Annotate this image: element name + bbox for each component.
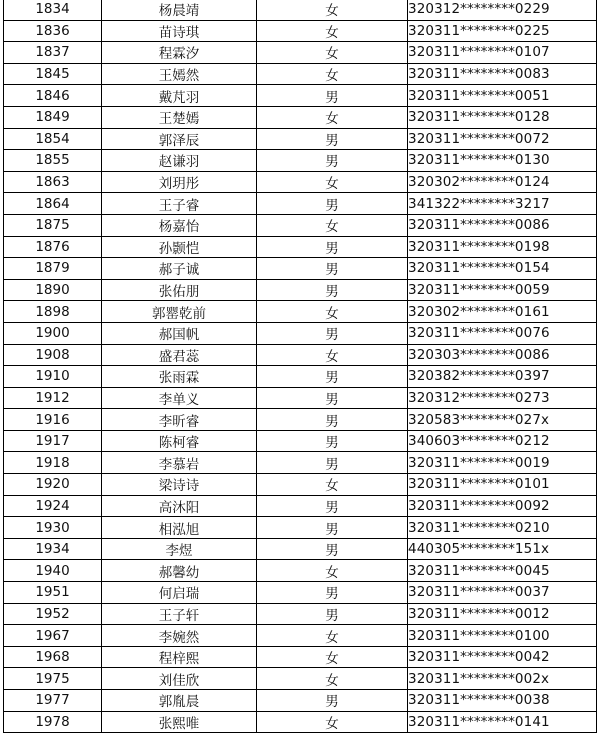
student-name-cell: 相泓旭	[102, 517, 257, 539]
student-name-cell: 王嫣然	[102, 63, 257, 85]
gender-cell: 男	[257, 495, 408, 517]
gender-cell: 女	[257, 560, 408, 582]
student-number-cell: 1837	[4, 42, 102, 64]
id-number-cell: 320302********0161	[408, 301, 597, 323]
id-number-cell: 320311********0092	[408, 495, 597, 517]
gender-cell: 女	[257, 42, 408, 64]
student-number-cell: 1910	[4, 366, 102, 388]
table-row	[4, 603, 597, 625]
student-number-cell: 1855	[4, 150, 102, 172]
id-number-cell: 320311********0198	[408, 236, 597, 258]
student-name-cell: 戴芃羽	[102, 85, 257, 107]
student-number-cell: 1876	[4, 236, 102, 258]
gender-cell: 男	[257, 452, 408, 474]
id-number-cell: 320311********0141	[408, 711, 597, 733]
id-number-cell: 320312********0273	[408, 387, 597, 409]
student-name-cell: 孙颢恺	[102, 236, 257, 258]
gender-cell: 女	[257, 171, 408, 193]
student-name-cell: 何启瑞	[102, 582, 257, 604]
student-name-cell: 苗诗琪	[102, 20, 257, 42]
student-number-cell: 1845	[4, 63, 102, 85]
gender-cell: 男	[257, 150, 408, 172]
id-number-cell: 340603********0212	[408, 430, 597, 452]
student-name-cell: 郝子诚	[102, 258, 257, 280]
student-name-cell: 郭泽辰	[102, 128, 257, 150]
table-row	[4, 366, 597, 388]
table-row	[4, 582, 597, 604]
id-number-cell: 320311********0019	[408, 452, 597, 474]
id-number-cell: 320311********0076	[408, 322, 597, 344]
gender-cell: 女	[257, 711, 408, 733]
student-number-cell: 1975	[4, 668, 102, 690]
id-number-cell: 320311********0101	[408, 474, 597, 496]
student-number-cell: 1977	[4, 690, 102, 712]
student-name-cell: 王子睿	[102, 193, 257, 215]
student-number-cell: 1834	[4, 0, 102, 20]
student-name-cell: 李昕睿	[102, 409, 257, 431]
student-name-cell: 张熙唯	[102, 711, 257, 733]
table-row	[4, 63, 597, 85]
table-row	[4, 171, 597, 193]
table-row	[4, 258, 597, 280]
gender-cell: 男	[257, 193, 408, 215]
gender-cell: 男	[257, 430, 408, 452]
table-row	[4, 193, 597, 215]
student-name-cell: 郝馨幼	[102, 560, 257, 582]
student-name-cell: 郭罂乾前	[102, 301, 257, 323]
id-number-cell: 320583********027x	[408, 409, 597, 431]
gender-cell: 女	[257, 0, 408, 20]
student-number-cell: 1863	[4, 171, 102, 193]
table-row	[4, 214, 597, 236]
gender-cell: 男	[257, 690, 408, 712]
id-number-cell: 320311********0038	[408, 690, 597, 712]
table-row	[4, 560, 597, 582]
student-name-cell: 郭胤晨	[102, 690, 257, 712]
student-number-cell: 1849	[4, 106, 102, 128]
table-row	[4, 495, 597, 517]
id-number-cell: 320311********0225	[408, 20, 597, 42]
student-number-cell: 1940	[4, 560, 102, 582]
gender-cell: 男	[257, 582, 408, 604]
gender-cell: 男	[257, 279, 408, 301]
table-row	[4, 85, 597, 107]
table-row	[4, 538, 597, 560]
student-name-cell: 杨晨靖	[102, 0, 257, 20]
roster-body	[4, 0, 597, 733]
student-number-cell: 1916	[4, 409, 102, 431]
student-name-cell: 盛君蕊	[102, 344, 257, 366]
gender-cell: 男	[257, 517, 408, 539]
table-row	[4, 301, 597, 323]
student-number-cell: 1918	[4, 452, 102, 474]
table-row	[4, 236, 597, 258]
student-number-cell: 1875	[4, 214, 102, 236]
student-name-cell: 张佑朋	[102, 279, 257, 301]
student-name-cell: 郝国帆	[102, 322, 257, 344]
table-row	[4, 344, 597, 366]
table-row	[4, 452, 597, 474]
gender-cell: 男	[257, 603, 408, 625]
gender-cell: 女	[257, 63, 408, 85]
student-name-cell: 刘玥彤	[102, 171, 257, 193]
student-name-cell: 王楚嫣	[102, 106, 257, 128]
id-number-cell: 320311********002x	[408, 668, 597, 690]
table-row	[4, 128, 597, 150]
student-number-cell: 1934	[4, 538, 102, 560]
id-number-cell: 320311********0107	[408, 42, 597, 64]
student-name-cell: 高沐阳	[102, 495, 257, 517]
gender-cell: 女	[257, 106, 408, 128]
student-name-cell: 王子轩	[102, 603, 257, 625]
student-number-cell: 1854	[4, 128, 102, 150]
id-number-cell: 320311********0154	[408, 258, 597, 280]
gender-cell: 女	[257, 344, 408, 366]
student-name-cell: 李单义	[102, 387, 257, 409]
student-number-cell: 1898	[4, 301, 102, 323]
gender-cell: 男	[257, 236, 408, 258]
student-number-cell: 1908	[4, 344, 102, 366]
student-name-cell: 陈柯睿	[102, 430, 257, 452]
student-name-cell: 杨嘉怡	[102, 214, 257, 236]
student-name-cell: 刘佳欣	[102, 668, 257, 690]
id-number-cell: 320311********0072	[408, 128, 597, 150]
table-row	[4, 150, 597, 172]
student-number-cell: 1890	[4, 279, 102, 301]
id-number-cell: 320311********0086	[408, 214, 597, 236]
id-number-cell: 320311********0128	[408, 106, 597, 128]
student-number-cell: 1900	[4, 322, 102, 344]
id-number-cell: 320382********0397	[408, 366, 597, 388]
student-name-cell: 李婉然	[102, 625, 257, 647]
student-name-cell: 李慕岩	[102, 452, 257, 474]
gender-cell: 男	[257, 128, 408, 150]
student-number-cell: 1846	[4, 85, 102, 107]
gender-cell: 女	[257, 668, 408, 690]
id-number-cell: 320311********0083	[408, 63, 597, 85]
table-row	[4, 668, 597, 690]
gender-cell: 男	[257, 538, 408, 560]
table-row	[4, 517, 597, 539]
student-number-cell: 1836	[4, 20, 102, 42]
student-name-cell: 程霖汐	[102, 42, 257, 64]
id-number-cell: 320311********0210	[408, 517, 597, 539]
student-number-cell: 1968	[4, 646, 102, 668]
gender-cell: 女	[257, 214, 408, 236]
id-number-cell: 320312********0229	[408, 0, 597, 20]
student-name-cell: 程梓熙	[102, 646, 257, 668]
gender-cell: 男	[257, 366, 408, 388]
id-number-cell: 320311********0130	[408, 150, 597, 172]
student-name-cell: 梁诗诗	[102, 474, 257, 496]
table-row	[4, 0, 597, 20]
student-number-cell: 1920	[4, 474, 102, 496]
id-number-cell: 320311********0037	[408, 582, 597, 604]
table-row	[4, 42, 597, 64]
id-number-cell: 320311********0012	[408, 603, 597, 625]
table-row	[4, 690, 597, 712]
student-number-cell: 1924	[4, 495, 102, 517]
gender-cell: 男	[257, 85, 408, 107]
student-roster-table	[3, 0, 597, 733]
student-number-cell: 1930	[4, 517, 102, 539]
id-number-cell: 440305********151x	[408, 538, 597, 560]
id-number-cell: 341322********3217	[408, 193, 597, 215]
gender-cell: 女	[257, 20, 408, 42]
student-number-cell: 1912	[4, 387, 102, 409]
student-number-cell: 1967	[4, 625, 102, 647]
gender-cell: 女	[257, 301, 408, 323]
student-number-cell: 1917	[4, 430, 102, 452]
gender-cell: 男	[257, 258, 408, 280]
student-number-cell: 1864	[4, 193, 102, 215]
student-name-cell: 张雨霖	[102, 366, 257, 388]
table-row	[4, 646, 597, 668]
table-row	[4, 625, 597, 647]
table-row	[4, 387, 597, 409]
id-number-cell: 320302********0124	[408, 171, 597, 193]
id-number-cell: 320311********0042	[408, 646, 597, 668]
gender-cell: 男	[257, 409, 408, 431]
id-number-cell: 320311********0059	[408, 279, 597, 301]
gender-cell: 男	[257, 322, 408, 344]
gender-cell: 女	[257, 474, 408, 496]
table-row	[4, 322, 597, 344]
gender-cell: 女	[257, 646, 408, 668]
student-name-cell: 赵谦羽	[102, 150, 257, 172]
student-number-cell: 1978	[4, 711, 102, 733]
student-number-cell: 1952	[4, 603, 102, 625]
gender-cell: 女	[257, 625, 408, 647]
table-row	[4, 430, 597, 452]
student-number-cell: 1879	[4, 258, 102, 280]
student-name-cell: 李煜	[102, 538, 257, 560]
id-number-cell: 320311********0045	[408, 560, 597, 582]
id-number-cell: 320311********0051	[408, 85, 597, 107]
table-row	[4, 20, 597, 42]
id-number-cell: 320303********0086	[408, 344, 597, 366]
table-row	[4, 279, 597, 301]
table-row	[4, 409, 597, 431]
student-number-cell: 1951	[4, 582, 102, 604]
id-number-cell: 320311********0100	[408, 625, 597, 647]
gender-cell: 男	[257, 387, 408, 409]
table-row	[4, 474, 597, 496]
table-row	[4, 106, 597, 128]
